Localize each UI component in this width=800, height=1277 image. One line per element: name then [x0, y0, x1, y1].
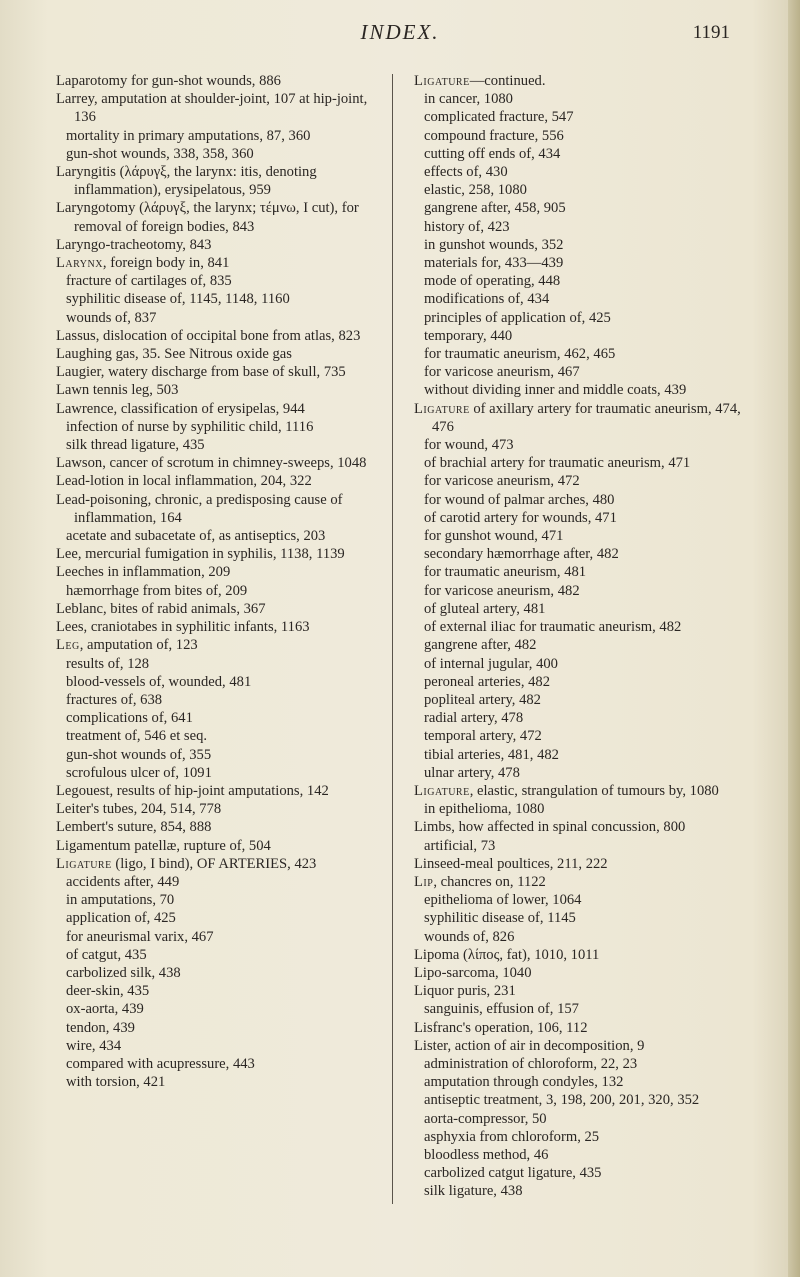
- entry-heading: Lip: [414, 873, 434, 890]
- entry-text: administration of chloroform, 22, 23: [424, 1055, 638, 1072]
- index-subentry: [414, 600, 754, 618]
- index-subentry: [56, 127, 374, 145]
- entry-text: fracture of cartilages of, 835: [66, 273, 232, 290]
- index-entry: [56, 636, 374, 654]
- entry-text: , chancres on, 1122: [433, 873, 546, 890]
- entry-text: blood-vessels of, wounded, 481: [66, 673, 252, 690]
- index-subentry: [414, 327, 754, 345]
- entry-text: of internal jugular, 400: [424, 655, 558, 672]
- entry-text: tendon, 439: [66, 1019, 135, 1036]
- index-subentry: [414, 636, 754, 654]
- entry-text: fractures of, 638: [66, 691, 163, 708]
- index-subentry: [414, 727, 754, 745]
- entry-text: silk thread ligature, 435: [66, 437, 205, 454]
- entry-text: mode of operating, 448: [424, 273, 561, 290]
- entry-text: gun-shot wounds of, 355: [66, 746, 212, 763]
- entry-text: Leblanc, bites of rabid animals, 367: [56, 600, 266, 617]
- entry-text: wire, 434: [66, 1037, 122, 1054]
- entry-text: for wound, 473: [424, 437, 514, 454]
- index-subentry: [414, 309, 754, 327]
- entry-text: compound fracture, 556: [424, 127, 564, 144]
- entry-text: carbolized catgut ligature, 435: [424, 1165, 602, 1182]
- entry-text: complicated fracture, 547: [424, 109, 574, 126]
- entry-text: in amputations, 70: [66, 892, 175, 909]
- entry-text: amputation through condyles, 132: [424, 1074, 624, 1091]
- index-subentry: [414, 236, 754, 254]
- entry-text: effects of, 430: [424, 164, 508, 181]
- entry-text: deer-skin, 435: [66, 983, 150, 1000]
- index-subentry: [414, 527, 754, 545]
- entry-text: compared with acupressure, 443: [66, 1055, 255, 1072]
- index-entry: [56, 837, 374, 855]
- index-subentry: [56, 673, 374, 691]
- entry-text: accidents after, 449: [66, 873, 180, 890]
- index-subentry: [414, 491, 754, 509]
- index-subentry: [414, 472, 754, 490]
- entry-text: popliteal artery, 482: [424, 691, 541, 708]
- entry-text: modifications of, 434: [424, 291, 550, 308]
- index-subentry: [56, 309, 374, 327]
- index-subentry: [56, 290, 374, 308]
- entry-text: Limbs, how affected in spinal concussion, 800: [414, 819, 686, 836]
- entry-text: syphilitic disease of, 1145: [424, 910, 576, 927]
- running-title: INDEX.: [360, 20, 440, 44]
- index-entry: [56, 345, 374, 363]
- entry-text: radial artery, 478: [424, 710, 524, 727]
- entry-text: Lees, craniotabes in syphilitic infants, 1163: [56, 619, 310, 636]
- index-subentry: [414, 618, 754, 636]
- page-number: 1191: [692, 22, 730, 43]
- index-entry: [56, 618, 374, 636]
- entry-text: for gunshot wound, 471: [424, 528, 564, 545]
- index-subentry: [56, 909, 374, 927]
- index-subentry: [414, 90, 754, 108]
- index-subentry: [56, 272, 374, 290]
- index-subentry: [414, 436, 754, 454]
- index-subentry: [414, 218, 754, 236]
- index-subentry: [414, 127, 754, 145]
- entry-text: gangrene after, 458, 905: [424, 200, 566, 217]
- entry-text: Lawrence, classification of erysipelas, 944: [56, 400, 305, 417]
- entry-text: in gunshot wounds, 352: [424, 236, 564, 253]
- index-entry: [56, 90, 374, 126]
- index-subentry: [56, 746, 374, 764]
- entry-heading: Ligature: [56, 855, 112, 872]
- entry-text: for traumatic aneurism, 462, 465: [424, 346, 616, 363]
- index-subentry: [414, 1110, 754, 1128]
- index-entry: [56, 563, 374, 581]
- entry-text: Lead-poisoning, chronic, a predisposing cause of inflammation, 164: [56, 491, 343, 526]
- index-subentry: [414, 1182, 754, 1200]
- entry-text: bloodless method, 46: [424, 1146, 549, 1163]
- entry-text: elastic, 258, 1080: [424, 182, 527, 199]
- index-subentry: [56, 1055, 374, 1073]
- entry-text: —continued.: [469, 73, 546, 89]
- index-subentry: [56, 891, 374, 909]
- index-subentry: [414, 673, 754, 691]
- index-subentry: [414, 563, 754, 581]
- entry-text: for traumatic aneurism, 481: [424, 564, 587, 581]
- index-entry: [56, 72, 374, 90]
- index-subentry: [56, 436, 374, 454]
- index-column-left: [56, 72, 374, 1091]
- index-entry: [56, 800, 374, 818]
- entry-text: temporary, 440: [424, 327, 513, 344]
- entry-text: of axillary artery for traumatic aneurism, 474, 476: [432, 400, 741, 435]
- index-subentry: [414, 909, 754, 927]
- entry-text: Liquor puris, 231: [414, 983, 516, 1000]
- entry-text: infection of nurse by syphilitic child, 1116: [66, 418, 314, 435]
- index-subentry: [56, 946, 374, 964]
- entry-text: for varicose aneurism, 467: [424, 364, 580, 381]
- index-entry: [56, 327, 374, 345]
- entry-text: , amputation of, 123: [79, 637, 198, 654]
- index-subentry: [414, 454, 754, 472]
- index-entry: [414, 782, 754, 800]
- index-entry: [56, 236, 374, 254]
- index-entry: [414, 873, 754, 891]
- index-subentry: [56, 873, 374, 891]
- index-subentry: [56, 418, 374, 436]
- entry-text: gun-shot wounds, 338, 358, 360: [66, 145, 254, 162]
- entry-text: Lawson, cancer of scrotum in chimney-sweeps, 1048: [56, 455, 367, 472]
- index-entry: [414, 982, 754, 1000]
- index-subentry: [414, 290, 754, 308]
- entry-text: temporal artery, 472: [424, 728, 542, 745]
- index-subentry: [414, 928, 754, 946]
- index-entry: [56, 855, 374, 873]
- index-subentry: [56, 582, 374, 600]
- entry-text: Laughing gas, 35. See Nitrous oxide gas: [56, 346, 292, 363]
- entry-text: peroneal arteries, 482: [424, 673, 551, 690]
- index-subentry: [414, 1073, 754, 1091]
- index-entry: [414, 72, 754, 90]
- index-subentry: [414, 254, 754, 272]
- index-subentry: [414, 163, 754, 181]
- entry-text: sanguinis, effusion of, 157: [424, 1001, 579, 1018]
- index-subentry: [414, 181, 754, 199]
- entry-text: mortality in primary amputations, 87, 360: [66, 127, 311, 144]
- page-header: [0, 20, 800, 50]
- entry-text: in cancer, 1080: [424, 91, 513, 108]
- entry-text: cutting off ends of, 434: [424, 145, 561, 162]
- entry-text: syphilitic disease of, 1145, 1148, 1160: [66, 291, 290, 308]
- index-subentry: [414, 582, 754, 600]
- entry-text: Ligamentum patellæ, rupture of, 504: [56, 837, 271, 854]
- entry-text: Lassus, dislocation of occipital bone from atlas, 823: [56, 327, 361, 344]
- index-subentry: [56, 1019, 374, 1037]
- entry-text: without dividing inner and middle coats, 439: [424, 382, 687, 399]
- index-subentry: [56, 709, 374, 727]
- index-entry: [56, 600, 374, 618]
- index-subentry: [414, 1146, 754, 1164]
- entry-text: of carotid artery for wounds, 471: [424, 509, 617, 526]
- index-entry: [414, 855, 754, 873]
- entry-text: ulnar artery, 478: [424, 764, 520, 781]
- entry-text: Laryngo-tracheotomy, 843: [56, 236, 212, 253]
- entry-text: Larrey, amputation at shoulder-joint, 107 at hip-joint, 136: [56, 91, 368, 126]
- index-subentry: [56, 1037, 374, 1055]
- index-subentry: [56, 964, 374, 982]
- index-subentry: [56, 727, 374, 745]
- index-subentry: [414, 381, 754, 399]
- index-entry: [56, 818, 374, 836]
- entry-text: , foreign body in, 841: [102, 255, 230, 272]
- entry-text: carbolized silk, 438: [66, 964, 181, 981]
- entry-heading: Ligature: [414, 73, 470, 89]
- index-column-right: [414, 72, 754, 1201]
- entry-text: secondary hæmorrhage after, 482: [424, 546, 619, 563]
- entry-text: hæmorrhage from bites of, 209: [66, 582, 248, 599]
- entry-text: for aneurismal varix, 467: [66, 928, 214, 945]
- entry-text: silk ligature, 438: [424, 1183, 523, 1200]
- entry-text: (ligo, I bind), OF ARTERIES, 423: [111, 855, 317, 872]
- index-entry: [56, 254, 374, 272]
- index-subentry: [414, 837, 754, 855]
- index-entry: [56, 454, 374, 472]
- index-entry: [56, 782, 374, 800]
- index-entry: [414, 964, 754, 982]
- entry-text: Leeches in inflammation, 209: [56, 564, 231, 581]
- entry-text: complications of, 641: [66, 710, 193, 727]
- entry-text: for varicose aneurism, 482: [424, 582, 580, 599]
- entry-heading: Ligature: [414, 400, 470, 417]
- column-divider: [392, 74, 393, 1204]
- entry-text: principles of application of, 425: [424, 309, 611, 326]
- index-subentry: [56, 982, 374, 1000]
- entry-text: Legouest, results of hip-joint amputations, 142: [56, 782, 329, 799]
- entry-text: , elastic, strangulation of tumours by, 1080: [469, 782, 719, 799]
- index-subentry: [56, 1073, 374, 1091]
- entry-text: tibial arteries, 481, 482: [424, 746, 559, 763]
- index-subentry: [414, 655, 754, 673]
- index-subentry: [56, 145, 374, 163]
- entry-text: Laugier, watery discharge from base of skull, 735: [56, 364, 346, 381]
- entry-text: for varicose aneurism, 472: [424, 473, 580, 490]
- index-subentry: [414, 272, 754, 290]
- entry-text: aorta-compressor, 50: [424, 1110, 547, 1127]
- entry-text: history of, 423: [424, 218, 510, 235]
- index-subentry: [414, 691, 754, 709]
- index-entry: [56, 363, 374, 381]
- entry-text: Lee, mercurial fumigation in syphilis, 1138, 1139: [56, 546, 345, 563]
- index-subentry: [414, 199, 754, 217]
- index-entry: [56, 545, 374, 563]
- index-entry: [414, 400, 754, 436]
- entry-text: gangrene after, 482: [424, 637, 537, 654]
- entry-text: of gluteal artery, 481: [424, 600, 546, 617]
- index-entry: [414, 1019, 754, 1037]
- entry-text: antiseptic treatment, 3, 198, 200, 201, 320, 352: [424, 1092, 700, 1109]
- entry-text: in epithelioma, 1080: [424, 801, 545, 818]
- index-entry: [56, 491, 374, 527]
- index-subentry: [414, 1055, 754, 1073]
- index-subentry: [56, 691, 374, 709]
- entry-text: Lembert's suture, 854, 888: [56, 819, 212, 836]
- entry-text: of external iliac for traumatic aneurism, 482: [424, 619, 682, 636]
- index-subentry: [414, 764, 754, 782]
- index-subentry: [414, 509, 754, 527]
- entry-text: epithelioma of lower, 1064: [424, 892, 582, 909]
- index-subentry: [56, 1000, 374, 1018]
- entry-text: Lisfranc's operation, 106, 112: [414, 1019, 588, 1036]
- entry-text: Lipoma (λίπος, fat), 1010, 1011: [414, 946, 600, 963]
- index-entry: [414, 1037, 754, 1055]
- entry-text: results of, 128: [66, 655, 150, 672]
- index-subentry: [414, 345, 754, 363]
- entry-heading: Larynx: [56, 255, 103, 272]
- entry-text: with torsion, 421: [66, 1074, 166, 1091]
- entry-text: artificial, 73: [424, 837, 496, 854]
- index-subentry: [414, 108, 754, 126]
- index-entry: [56, 163, 374, 199]
- entry-text: of brachial artery for traumatic aneurism, 471: [424, 455, 691, 472]
- entry-text: Lister, action of air in decomposition, 9: [414, 1037, 645, 1054]
- entry-heading: Leg: [56, 637, 80, 654]
- index-entry: [56, 381, 374, 399]
- entry-text: materials for, 433—439: [424, 255, 564, 272]
- index-subentry: [414, 709, 754, 727]
- entry-text: application of, 425: [66, 910, 176, 927]
- index-entry: [414, 946, 754, 964]
- index-entry: [56, 472, 374, 490]
- entry-text: wounds of, 826: [424, 928, 515, 945]
- index-subentry: [56, 655, 374, 673]
- entry-text: Lawn tennis leg, 503: [56, 382, 179, 399]
- index-subentry: [414, 1000, 754, 1018]
- entry-text: scrofulous ulcer of, 1091: [66, 764, 212, 781]
- index-subentry: [414, 1128, 754, 1146]
- index-subentry: [414, 800, 754, 818]
- entry-heading: Ligature: [414, 782, 470, 799]
- entry-text: Laryngitis (λάρυγξ, the larynx: itis, denoting inflammation), erysipelatous, 959: [56, 164, 317, 199]
- index-subentry: [414, 746, 754, 764]
- page-edge: [788, 0, 800, 1277]
- entry-text: Linseed-meal poultices, 211, 222: [414, 855, 608, 872]
- index-subentry: [414, 363, 754, 381]
- index-subentry: [414, 1164, 754, 1182]
- entry-text: Lipo-sarcoma, 1040: [414, 964, 532, 981]
- entry-text: Leiter's tubes, 204, 514, 778: [56, 801, 222, 818]
- index-subentry: [56, 764, 374, 782]
- index-subentry: [414, 545, 754, 563]
- index-subentry: [414, 891, 754, 909]
- entry-text: treatment of, 546 et seq.: [66, 728, 208, 745]
- entry-text: of catgut, 435: [66, 946, 147, 963]
- entry-text: Lead-lotion in local inflammation, 204, 322: [56, 473, 312, 490]
- entry-text: ox-aorta, 439: [66, 1001, 144, 1018]
- index-subentry: [414, 145, 754, 163]
- entry-text: Laparotomy for gun-shot wounds, 886: [56, 73, 281, 89]
- entry-text: for wound of palmar arches, 480: [424, 491, 615, 508]
- index-subentry: [414, 1091, 754, 1109]
- entry-text: acetate and subacetate of, as antiseptics, 203: [66, 528, 326, 545]
- index-subentry: [56, 928, 374, 946]
- index-entry: [56, 400, 374, 418]
- index-subentry: [56, 527, 374, 545]
- entry-text: asphyxia from chloroform, 25: [424, 1128, 600, 1145]
- entry-text: wounds of, 837: [66, 309, 157, 326]
- entry-text: Laryngotomy (λάρυγξ, the larynx; τέμνω, I cut), for removal of foreign bodies, 843: [56, 200, 359, 235]
- index-entry: [56, 199, 374, 235]
- index-entry: [414, 818, 754, 836]
